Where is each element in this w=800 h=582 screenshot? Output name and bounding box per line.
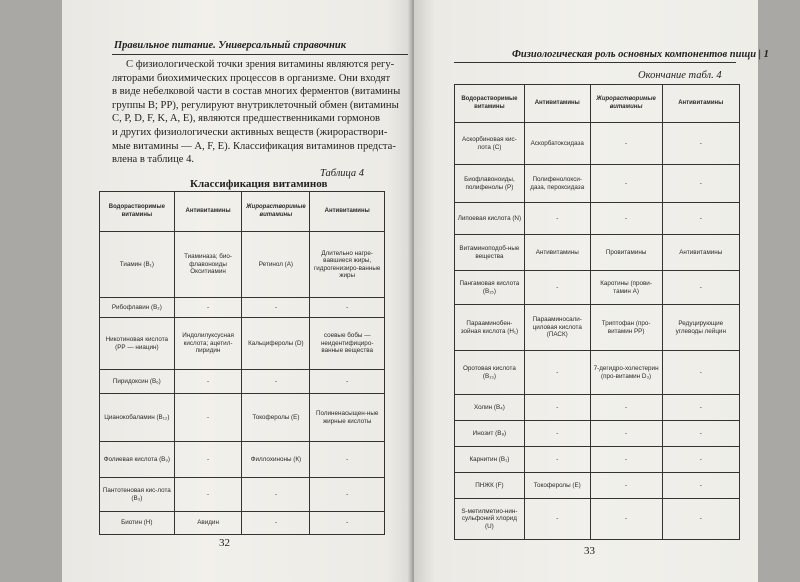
table-cell: - bbox=[590, 165, 662, 203]
table-row bbox=[455, 473, 740, 499]
table-cell: ПНЖК (F) bbox=[455, 473, 525, 499]
table-cell: - bbox=[174, 394, 242, 442]
table-cell: Полиненасыщен-ные жирные кислоты bbox=[310, 394, 385, 442]
table-cell: Авидин bbox=[174, 512, 242, 535]
table-cell: Липоевая кислота (N) bbox=[455, 203, 525, 235]
table-cell: - bbox=[524, 421, 590, 447]
right-running-head: Физиологическая роль основных компонентов пищи | 1 bbox=[512, 49, 769, 60]
table-cell: - bbox=[524, 499, 590, 540]
header-cell: Жирорастворимые витамины bbox=[590, 85, 662, 123]
table-cell: Аскорбатоксидаза bbox=[524, 123, 590, 165]
paragraph-line: группы В; РР), регулируют внутриклеточный обмен (витамины bbox=[112, 99, 399, 111]
table-cell: - bbox=[590, 395, 662, 421]
table-cell: - bbox=[662, 271, 739, 305]
table-cell: - bbox=[590, 203, 662, 235]
table-row bbox=[455, 165, 740, 203]
table-header-row bbox=[455, 85, 740, 123]
table-row bbox=[100, 298, 385, 318]
table-cell: соевые бобы — неидентифициро-ванные вещества bbox=[310, 318, 385, 370]
header-cell: Антивитамины bbox=[662, 85, 739, 123]
right-page bbox=[414, 0, 769, 582]
table-cell: Холин (В₄) bbox=[455, 395, 525, 421]
table-cell: - bbox=[662, 421, 739, 447]
table-row bbox=[100, 370, 385, 394]
paragraph-line: С физиологической точки зрения витамины являются регу- bbox=[126, 59, 395, 70]
left-header-rule bbox=[112, 54, 410, 55]
header-cell: Водорастворимые витамины bbox=[455, 85, 525, 123]
table-cell: 7-дегидро-холестерин (про-витамин D₃) bbox=[590, 351, 662, 395]
table-cell: - bbox=[310, 298, 385, 318]
table-cell: - bbox=[662, 165, 739, 203]
table-cell: - bbox=[662, 473, 739, 499]
left-running-head: Правильное питание. Универсальный справочник bbox=[114, 40, 347, 51]
left-page bbox=[62, 0, 416, 582]
table-cell: Пантотеновая кис-лота (В₃) bbox=[100, 478, 175, 512]
paragraph-line: и других физиологически активных веществ (жирораствори- bbox=[112, 126, 388, 138]
table-cell: - bbox=[524, 203, 590, 235]
table-cell: - bbox=[662, 351, 739, 395]
paragraph-line: мые витамины — А, F, Е). Классификация витаминов предста- bbox=[112, 140, 396, 152]
table-row bbox=[455, 499, 740, 540]
table-cell: - bbox=[590, 499, 662, 540]
table-cell: Цианокобаламин (В₁₂) bbox=[100, 394, 175, 442]
paragraph-line: С, Р, D, F, K, A, E), являются предшественниками гормонов bbox=[112, 113, 380, 125]
paragraph-line: ляторами биохимических процессов в организме. Они входят bbox=[112, 72, 391, 84]
table-cell: Токоферолы (Е) bbox=[242, 394, 310, 442]
table-cell: - bbox=[242, 298, 310, 318]
table-cell: Пиридоксин (В₆) bbox=[100, 370, 175, 394]
header-cell: Водорастворимые витамины bbox=[100, 192, 175, 232]
table-cell: Биофлавоноиды, полифенолы (Р) bbox=[455, 165, 525, 203]
table-cell: - bbox=[310, 478, 385, 512]
table-cell: - bbox=[242, 370, 310, 394]
table-row bbox=[100, 232, 385, 298]
table-cell: - bbox=[662, 499, 739, 540]
header-cell: Антивитамины bbox=[310, 192, 385, 232]
table-cell: Провитамины bbox=[590, 235, 662, 271]
table-cell: Никотиновая кислота (РР — ниацин) bbox=[100, 318, 175, 370]
table-cell: - bbox=[310, 442, 385, 478]
table-cell: - bbox=[310, 370, 385, 394]
table-cell: - bbox=[174, 298, 242, 318]
table-title: Классификация витаминов bbox=[190, 178, 328, 190]
table-row bbox=[455, 203, 740, 235]
table-row bbox=[100, 478, 385, 512]
table-cell: Пангамовая кислота (В₁₅) bbox=[455, 271, 525, 305]
table-cell: Парааминосали-циловая кислота (ПАСК) bbox=[524, 305, 590, 351]
table-cell: Антивитамины bbox=[524, 235, 590, 271]
table-cell: Кальциферолы (D) bbox=[242, 318, 310, 370]
table-cell: S-метилметио-нин-сульфоний хлорид (U) bbox=[455, 499, 525, 540]
table-header-row bbox=[100, 192, 385, 232]
table-row bbox=[455, 235, 740, 271]
table-cell: Оротовая кислота (В₁₃) bbox=[455, 351, 525, 395]
table-cell: - bbox=[590, 447, 662, 473]
table-row bbox=[100, 512, 385, 535]
table-row bbox=[455, 421, 740, 447]
table-cell: - bbox=[174, 478, 242, 512]
table-cell: Витаминоподоб-ные вещества bbox=[455, 235, 525, 271]
table-cell: Индолилуксусная кислота; ацетил-пиридин bbox=[174, 318, 242, 370]
table-cell: - bbox=[174, 442, 242, 478]
table-cell: - bbox=[524, 395, 590, 421]
table-cell: - bbox=[662, 395, 739, 421]
table-cell: Тиаминаза; био-флавоноиды Окситиамин bbox=[174, 232, 242, 298]
table-cell: Парааминобен-зойная кислота (Н₁) bbox=[455, 305, 525, 351]
table-cell: - bbox=[590, 473, 662, 499]
vitamin-table-right bbox=[454, 84, 740, 540]
table-row bbox=[455, 271, 740, 305]
table-row bbox=[455, 395, 740, 421]
table-cell: Редуцирующие углеводы лейцин bbox=[662, 305, 739, 351]
table-cell: - bbox=[310, 512, 385, 535]
header-cell: Антивитамины bbox=[174, 192, 242, 232]
table-cell: Антивитамины bbox=[662, 235, 739, 271]
intro-paragraph bbox=[112, 58, 408, 167]
table-cell: - bbox=[590, 421, 662, 447]
table-continuation-caption: Окончание табл. 4 bbox=[638, 70, 722, 81]
right-header-rule bbox=[454, 62, 736, 63]
page-number-right: 33 bbox=[584, 545, 595, 557]
table-row bbox=[455, 351, 740, 395]
table-cell: - bbox=[174, 370, 242, 394]
table-cell: - bbox=[524, 271, 590, 305]
table-cell: - bbox=[524, 351, 590, 395]
table-cell: Рибофлавин (В₂) bbox=[100, 298, 175, 318]
table-cell: Длительно нагре-вавшиеся жиры, гидрогенизиро-ванные жиры bbox=[310, 232, 385, 298]
table-cell: - bbox=[662, 447, 739, 473]
table-cell: Филлохиноны (К) bbox=[242, 442, 310, 478]
table-cell: Тиамин (В₁) bbox=[100, 232, 175, 298]
table-cell: - bbox=[662, 123, 739, 165]
table-cell: Биотин (Н) bbox=[100, 512, 175, 535]
table-cell: Токоферолы (Е) bbox=[524, 473, 590, 499]
header-cell: Антивитамины bbox=[524, 85, 590, 123]
table-cell: Фолиевая кислота (В₉) bbox=[100, 442, 175, 478]
page-number-left: 32 bbox=[219, 537, 230, 549]
table-cell: Триптофан (про-витамин РР) bbox=[590, 305, 662, 351]
table-cell: Аскорбиновая кис-лота (С) bbox=[455, 123, 525, 165]
vitamin-table-left bbox=[99, 191, 385, 535]
table-caption: Таблица 4 bbox=[320, 168, 365, 179]
table-cell: Каротины (прови-тамин А) bbox=[590, 271, 662, 305]
table-row bbox=[455, 123, 740, 165]
header-cell: Жирорастворимые витамины bbox=[242, 192, 310, 232]
table-row bbox=[100, 394, 385, 442]
table-cell: - bbox=[662, 203, 739, 235]
table-cell: - bbox=[242, 512, 310, 535]
paragraph-line: в виде небелковой части в состав многих ферментов (витамины bbox=[112, 86, 401, 98]
table-row bbox=[100, 442, 385, 478]
table-cell: - bbox=[242, 478, 310, 512]
table-row bbox=[455, 305, 740, 351]
table-cell: Ретинол (А) bbox=[242, 232, 310, 298]
table-cell: - bbox=[524, 447, 590, 473]
table-cell: Инозит (В₈) bbox=[455, 421, 525, 447]
table-cell: Карнитин (В₁) bbox=[455, 447, 525, 473]
table-row bbox=[100, 318, 385, 370]
table-cell: - bbox=[590, 123, 662, 165]
table-cell: Полифенолокси-даза, пероксидаза bbox=[524, 165, 590, 203]
table-row bbox=[455, 447, 740, 473]
paragraph-line: влена в таблице 4. bbox=[112, 154, 195, 166]
